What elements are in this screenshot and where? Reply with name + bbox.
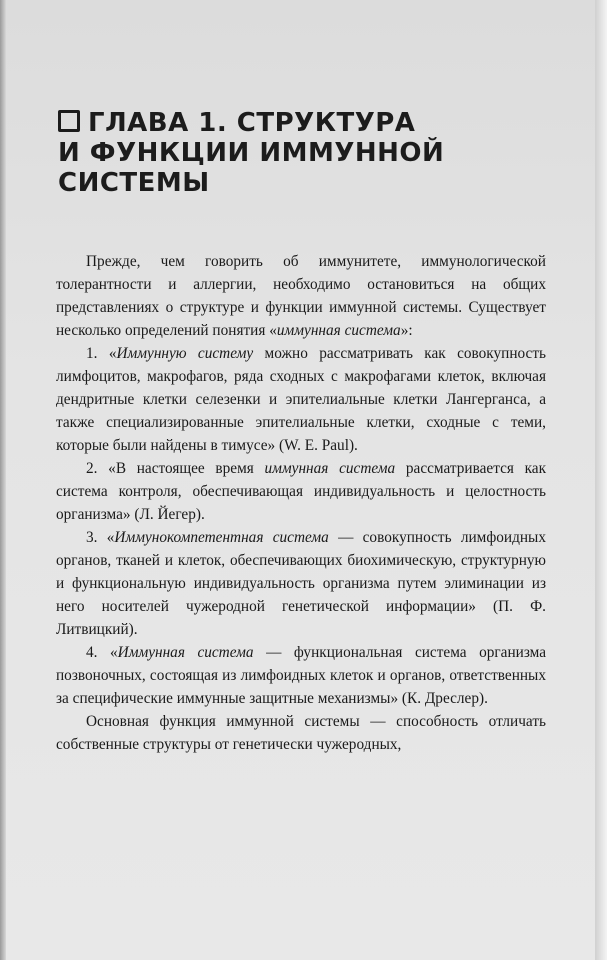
def1-term: Иммунную систему [116,345,254,362]
def4-term: Иммунная система [117,644,254,661]
square-bullet-icon [58,110,80,132]
page-binding-shadow [0,0,6,960]
paragraph-definition-2 [56,457,546,526]
def1-prefix: 1. « [86,345,117,362]
def2-prefix: 2. «В настоящее время [86,460,265,477]
def2-text: рассматривается как система контроля, обеспечивающая индивидуальность и целостность организма» (Л. Йегер). [56,460,547,523]
intro-term: иммунная система [276,322,401,339]
chapter-title-line-1: ГЛАВА 1. СТРУКТУРА [88,108,416,138]
chapter-body [56,250,546,756]
def3-prefix: 3. « [86,529,115,546]
paragraph-definition-1 [56,342,546,457]
def3-text: — совокупность лимфоидных органов, тканей и клеток, обеспечивающих биохимическую, структурную и функциональную индивидуальность организма путем элиминации из него носителей чужеродной генетической информации» (П. Ф. Литвицкий). [56,529,546,638]
def1-text: можно рассматривать как совокупность лимфоцитов, макрофагов, ряда сходных с макрофагами клеток, включая дендритные клетки селезенки и эпителиальные клетки Лангерганса, а также специализированные эпителиальные клетки, сходные с теми, которые были найдены в тимусе» (W. E. Paul). [56,345,546,454]
paragraph-definition-3 [56,526,546,641]
def4-text: — функциональная система организма позвоночных, состоящая из лимфоидных клеток и органов, ответственных за специфические иммунные защитные механизмы» (К. Дреслер). [56,644,547,707]
paragraph-definition-4 [56,641,546,710]
chapter-title-line-2: И ФУНКЦИИ ИММУННОЙ [58,138,445,168]
def2-term: иммунная система [264,460,396,477]
def4-prefix: 4. « [86,644,118,661]
paragraph-closing: Основная функция иммунной системы — способность отличать собственные структуры от генетически чужеродных, [56,713,546,753]
paragraph-intro [56,250,546,342]
chapter-heading-line-1 [58,108,518,138]
page-edge [595,0,607,960]
def3-term: Иммунокомпетентная система [114,529,329,546]
chapter-heading [58,108,518,198]
chapter-title-line-3: СИСТЕМЫ [58,168,210,198]
intro-text: Прежде, чем говорить об иммунитете, иммунологической толерантности и аллергии, необходимо остановиться на общих представлениях о структуре и функции иммунной системы. Существует несколько определений понятия « [56,253,546,339]
intro-text-end: »: [400,322,413,339]
